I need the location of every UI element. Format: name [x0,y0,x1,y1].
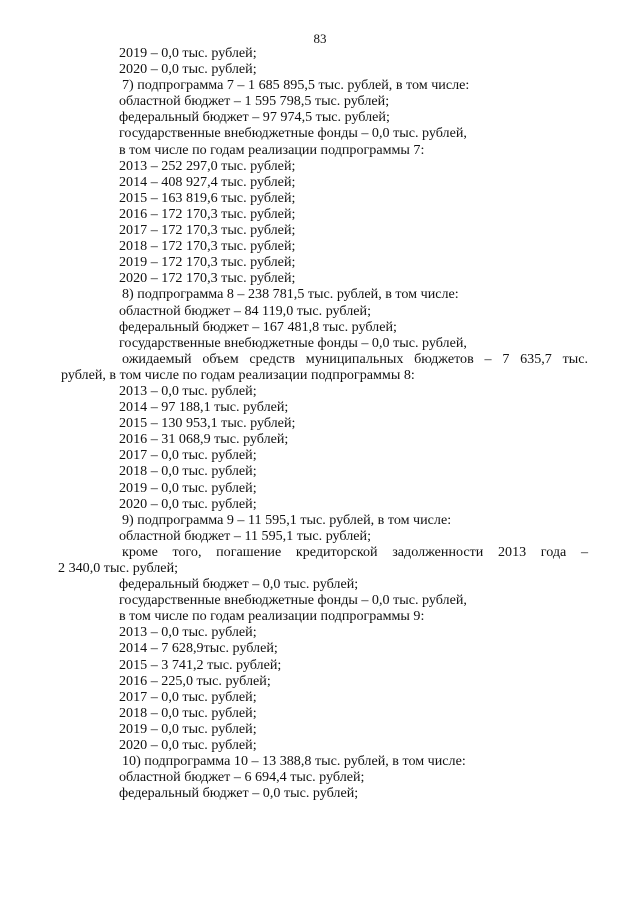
text-line: рублей, в том числе по годам реализации подпрограммы 8: [61,366,415,383]
text-line: государственные внебюджетные фонды – 0,0 тыс. рублей, [119,592,467,609]
text-line: 2013 – 252 297,0 тыс. рублей; [119,157,296,174]
text-line: 2019 – 0,0 тыс. рублей; [119,45,257,61]
text-line: государственные внебюджетные фонды – 0,0 тыс. рублей, [119,334,467,351]
text-line: 2 340,0 тыс. рублей; [58,560,179,576]
text-line: 2018 – 172 170,3 тыс. рублей; [119,238,296,255]
text-line: областной бюджет – 11 595,1 тыс. рублей; [119,527,371,544]
text-line: 2016 – 31 068,9 тыс. рублей; [119,431,289,448]
text-line: государственные внебюджетные фонды – 0,0 тыс. рублей, [119,125,467,142]
text-line: кроме того, погашение кредиторской задолженности 2013 года – [122,543,588,560]
subprogram-heading: 7) подпрограмма 7 – 1 685 895,5 тыс. рублей, в том числе: [122,77,470,94]
text-line: 2017 – 172 170,3 тыс. рублей; [119,222,296,239]
text-line: 2019 – 0,0 тыс. рублей; [119,479,257,496]
text-line: федеральный бюджет – 0,0 тыс. рублей; [119,576,359,593]
text-line: 2018 – 0,0 тыс. рублей; [119,704,257,721]
text-line: федеральный бюджет – 97 974,5 тыс. рублей; [119,109,390,126]
text-line: областной бюджет – 1 595 798,5 тыс. рублей; [119,93,390,110]
text-line: 2019 – 0,0 тыс. рублей; [119,720,257,737]
text-line: в том числе по годам реализации подпрограммы 7: [119,141,425,158]
text-line: 2015 – 163 819,6 тыс. рублей; [119,189,296,206]
text-line: 2016 – 225,0 тыс. рублей; [119,672,271,689]
text-line: 2020 – 0,0 тыс. рублей; [119,737,257,754]
subprogram-heading: 8) подпрограмма 8 – 238 781,5 тыс. рублей, в том числе: [122,286,459,303]
text-line: федеральный бюджет – 167 481,8 тыс. рублей; [119,318,397,335]
text-line: 2017 – 0,0 тыс. рублей; [119,688,257,705]
text-line: областной бюджет – 6 694,4 тыс. рублей; [119,769,365,786]
text-line: 2014 – 408 927,4 тыс. рублей; [119,173,296,190]
text-line: 2015 – 3 741,2 тыс. рублей; [119,656,282,673]
text-line: федеральный бюджет – 0,0 тыс. рублей; [119,785,359,802]
text-line: 2016 – 172 170,3 тыс. рублей; [119,205,296,222]
page-number: 83 [313,31,327,46]
text-line: ожидаемый объем средств муниципальных бюджетов – 7 635,7 тыс. [122,350,588,367]
document-body [58,45,588,802]
subprogram-heading: 10) подпрограмма 10 – 13 388,8 тыс. рублей, в том числе: [122,753,466,770]
text-line: 2020 – 0,0 тыс. рублей; [119,495,257,512]
text-line: 2013 – 0,0 тыс. рублей; [119,624,257,641]
text-line: 2020 – 0,0 тыс. рублей; [119,61,257,78]
text-line: 2018 – 0,0 тыс. рублей; [119,463,257,480]
text-line: 2015 – 130 953,1 тыс. рублей; [119,415,296,432]
text-line: в том числе по годам реализации подпрограммы 9: [119,608,425,625]
text-line: 2014 – 7 628,9тыс. рублей; [119,640,278,657]
text-line: областной бюджет – 84 119,0 тыс. рублей; [119,302,371,319]
text-line: 2020 – 172 170,3 тыс. рублей; [119,270,296,287]
text-line: 2014 – 97 188,1 тыс. рублей; [119,399,289,416]
text-line: 2017 – 0,0 тыс. рублей; [119,447,257,464]
text-line: 2019 – 172 170,3 тыс. рублей; [119,254,296,271]
text-line: 2013 – 0,0 тыс. рублей; [119,382,257,399]
subprogram-heading: 9) подпрограмма 9 – 11 595,1 тыс. рублей, в том числе: [122,511,452,528]
